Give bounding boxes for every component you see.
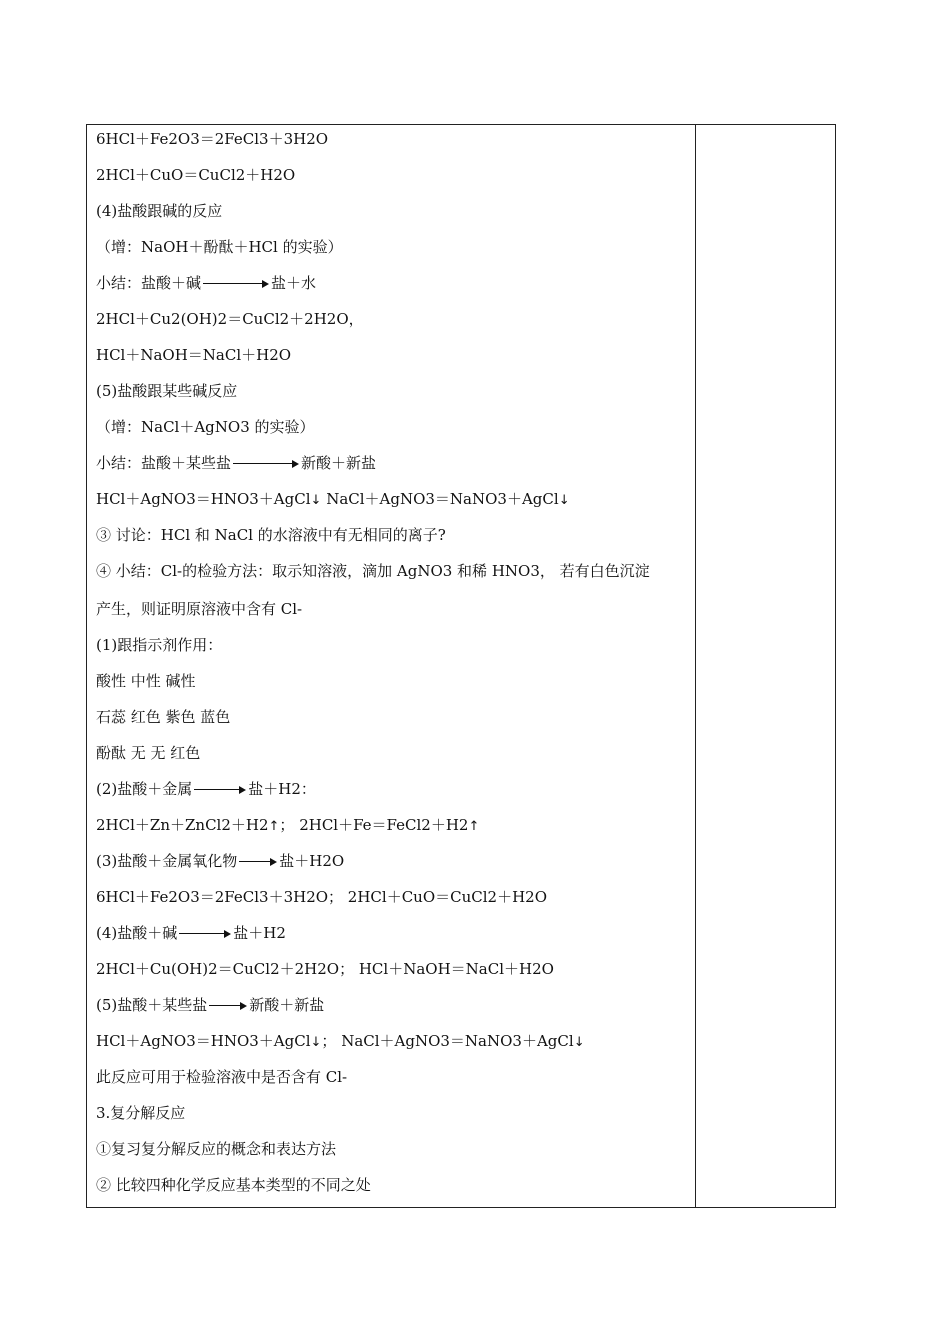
side-cell [696,125,835,1207]
down-arrow-icon: ↓ [573,1035,585,1050]
summary-line [96,779,316,799]
lesson-table [86,124,836,1208]
discussion-line: ③ 讨论：HCl 和 NaCl 的水溶液中有无相同的离子? [96,526,446,544]
equation-line: 2HCl＋Cu(OH)2＝CuCl2＋2H2O； HCl＋NaOH＝NaCl＋H2O [96,960,554,978]
equation-line: 2HCl＋CuO＝CuCl2＋H2O [96,166,296,184]
summary-line [96,453,376,473]
summary-paragraph-line: ④ 小结：Cl-的检验方法：取示知溶液，滴加 AgNO3 和稀 HNO3， 若有白色沉淀 [96,562,650,580]
equation-line: 6HCl＋Fe2O3＝2FeCl3＋3H2O [96,130,329,148]
list-item: ①复习复分解反应的概念和表达方法 [96,1140,337,1158]
list-item: ② 比较四种化学反应基本类型的不同之处 [96,1176,371,1194]
note-line: （增：NaOH＋酚酞＋HCl 的实验） [96,238,343,256]
summary-rhs: 盐＋H2 [233,924,286,942]
equation-line: 6HCl＋Fe2O3＝2FeCl3＋3H2O； 2HCl＋CuO＝CuCl2＋H2O [96,888,548,906]
equation-line: HCl＋NaOH＝NaCl＋H2O [96,346,292,364]
up-arrow-icon: ↑ [268,819,280,834]
equation-text: ； NaCl＋AgNO3＝NaNO3＋AgCl [321,1032,574,1050]
indicator-row: 酚酞 无 无 红色 [96,744,201,762]
equation-line [96,489,570,511]
summary-line [96,923,286,943]
down-arrow-icon: ↓ [558,493,570,508]
summary-lhs: 小结：盐酸＋某些盐 [96,454,232,472]
summary-line [96,273,316,293]
right-arrow-icon [194,785,246,795]
summary-rhs: 新酸＋新盐 [249,996,325,1014]
section-heading: 3.复分解反应 [96,1104,186,1122]
section-heading: (4)盐酸跟碱的反应 [96,202,223,220]
equation-text: ； 2HCl＋Fe＝FeCl2＋H2 [279,816,469,834]
summary-line [96,851,344,871]
summary-lhs: (4)盐酸＋碱 [96,924,178,942]
right-arrow-icon [239,857,277,867]
section-heading: (5)盐酸跟某些碱反应 [96,382,238,400]
summary-lhs: (3)盐酸＋金属氧化物 [96,852,238,870]
down-arrow-icon: ↓ [310,1035,322,1050]
summary-line [96,995,324,1015]
summary-rhs: 新酸＋新盐 [301,454,377,472]
right-arrow-icon [209,1001,247,1011]
down-arrow-icon: ↓ [310,493,322,508]
equation-line [96,815,479,837]
note-line: （增：NaCl＋AgNO3 的实验） [96,418,315,436]
right-arrow-icon [233,459,299,469]
up-arrow-icon: ↑ [468,819,480,834]
note-line: 此反应可用于检验溶液中是否含有 Cl- [96,1068,348,1086]
indicator-row: 石蕊 红色 紫色 蓝色 [96,708,231,726]
indicator-row: 酸性 中性 碱性 [96,672,196,690]
equation-text: HCl＋AgNO3＝HNO3＋AgCl [96,490,311,508]
summary-rhs: 盐＋H2： [248,780,316,798]
right-arrow-icon [179,929,231,939]
summary-lhs: (2)盐酸＋金属 [96,780,193,798]
equation-text: HCl＋AgNO3＝HNO3＋AgCl [96,1032,311,1050]
equation-line: 2HCl＋Cu2(OH)2＝CuCl2＋2H2O， [96,310,364,328]
section-heading: (1)跟指示剂作用： [96,636,223,654]
right-arrow-icon [203,279,269,289]
summary-paragraph-line: 产生，则证明原溶液中含有 Cl- [96,600,303,618]
equation-text: 2HCl＋Zn＋ZnCl2＋H2 [96,816,269,834]
equation-text: NaCl＋AgNO3＝NaNO3＋AgCl [321,490,559,508]
summary-rhs: 盐＋水 [271,274,317,292]
summary-lhs: 小结：盐酸＋碱 [96,274,202,292]
equation-line [96,1031,585,1053]
summary-lhs: (5)盐酸＋某些盐 [96,996,208,1014]
summary-rhs: 盐＋H2O [279,852,345,870]
